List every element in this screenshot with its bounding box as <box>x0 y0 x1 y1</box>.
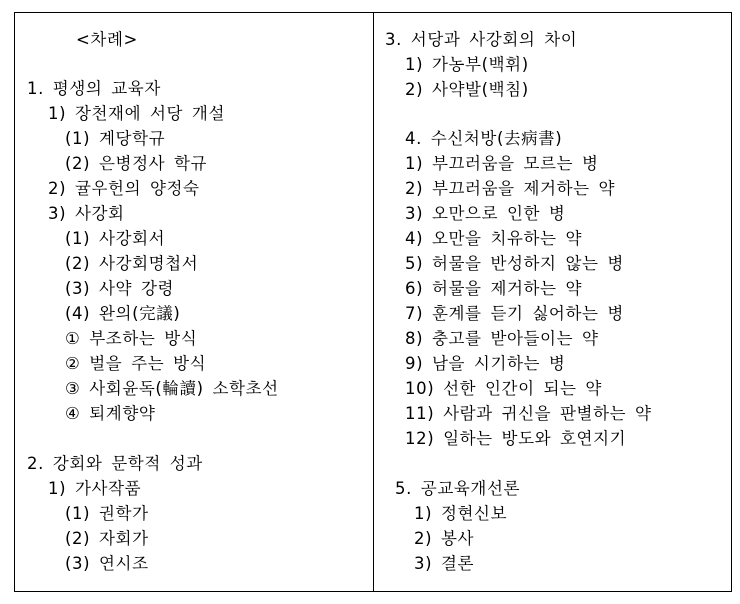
toc-item-4-5: 5) 허물을 반성하지 않는 병 <box>405 254 624 273</box>
toc-item-4-8: 8) 충고를 받아들이는 약 <box>405 329 599 348</box>
toc-item-5-3: 3) 결론 <box>414 554 475 573</box>
toc-item-4-6: 6) 허물을 제거하는 약 <box>405 279 582 298</box>
toc-left-column <box>15 13 373 591</box>
toc-section-2: 2. 강회와 문학적 성과 <box>27 454 203 473</box>
toc-item-2-1: 1) 가사작품 <box>48 479 142 498</box>
toc-item-3-2: 2) 사약발(백침) <box>405 80 529 99</box>
toc-item-1-1-2: (2) 은병정사 학규 <box>65 154 208 173</box>
toc-item-2-1-2: (2) 자회가 <box>65 529 149 548</box>
toc-item-4-4: 4) 오만을 치유하는 약 <box>405 229 582 248</box>
toc-item-4-11: 11) 사람과 귀신을 판별하는 약 <box>405 404 652 423</box>
toc-item-4-1: 1) 부끄러움을 모르는 병 <box>405 154 599 173</box>
toc-item-3-1: 1) 가농부(백휘) <box>405 55 529 74</box>
toc-item-4-7: 7) 훈계를 듣기 싫어하는 병 <box>405 304 624 323</box>
toc-item-4-2: 2) 부끄러움을 제거하는 약 <box>405 179 616 198</box>
toc-item-4-12: 12) 일하는 방도와 호연지기 <box>405 429 627 448</box>
toc-item-1-3-3: (3) 사약 강령 <box>65 279 175 298</box>
toc-item-1-3-4-d: ④ 퇴계향약 <box>65 404 156 423</box>
toc-item-1-3-4-c: ③ 사회윤독(輪讀) 소학초선 <box>65 379 279 398</box>
toc-item-2-1-3: (3) 연시조 <box>65 554 149 573</box>
toc-section-5: 5. 공교육개선론 <box>395 479 521 498</box>
toc-item-1-1: 1) 장천재에 서당 개설 <box>48 104 225 123</box>
toc-heading: <차례> <box>76 30 138 49</box>
toc-item-1-2: 2) 귤우헌의 양정숙 <box>48 179 200 198</box>
toc-item-4-10: 10) 선한 인간이 되는 약 <box>405 379 602 398</box>
toc-item-2-1-1: (1) 권학가 <box>65 504 149 523</box>
toc-item-1-3-1: (1) 사강회서 <box>65 229 166 248</box>
toc-right-column <box>374 13 732 591</box>
toc-item-1-1-1: (1) 계당학규 <box>65 129 166 148</box>
toc-item-1-3-2: (2) 사강회명첩서 <box>65 254 199 273</box>
toc-section-1: 1. 평생의 교육자 <box>27 79 161 98</box>
toc-item-5-2: 2) 봉사 <box>414 529 475 548</box>
toc-item-1-3-4-b: ② 벌을 주는 방식 <box>65 354 207 373</box>
toc-section-3: 3. 서당과 사강회의 차이 <box>385 30 578 49</box>
toc-item-1-3-4-a: ① 부조하는 방식 <box>65 329 198 348</box>
toc-item-1-3-4: (4) 완의(完議) <box>65 304 181 323</box>
toc-section-4: 4. 수신처방(去病書) <box>405 129 563 148</box>
toc-item-5-1: 1) 정현신보 <box>414 504 508 523</box>
toc-table <box>14 12 732 592</box>
toc-item-4-3: 3) 오만으로 인한 병 <box>405 204 566 223</box>
toc-item-4-9: 9) 남을 시기하는 병 <box>405 354 566 373</box>
toc-item-1-3: 3) 사강회 <box>48 204 125 223</box>
